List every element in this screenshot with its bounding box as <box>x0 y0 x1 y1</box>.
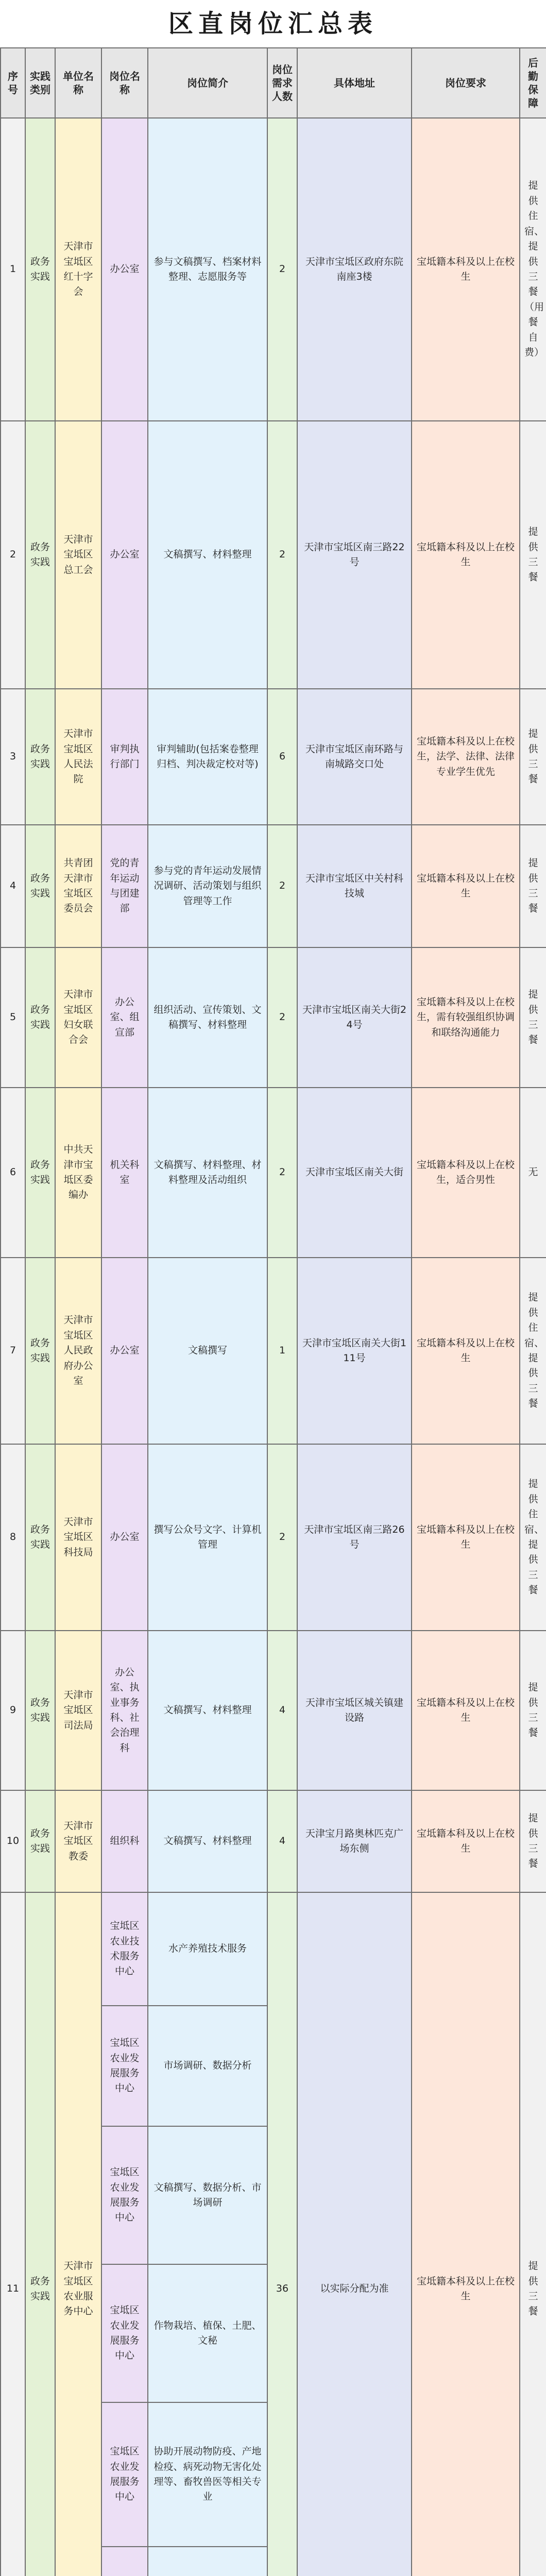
row-address: 天津市宝坻区南关大街 <box>297 1088 412 1258</box>
row-unit: 天津市宝坻区人民法院 <box>55 689 101 825</box>
row-count: 2 <box>267 825 297 947</box>
row-address: 天津市宝坻区南三路26号 <box>297 1444 412 1631</box>
page-title: 区直岗位汇总表 <box>168 9 378 38</box>
table-row <box>1 1444 546 1631</box>
row-unit: 中共天津市宝坻区委编办 <box>55 1088 101 1258</box>
positions-table <box>0 47 546 2576</box>
row-category: 政务实践 <box>25 1790 55 1892</box>
row-no: 1 <box>1 118 25 421</box>
row-requirement: 宝坻籍本科及以上在校生 <box>412 421 520 689</box>
row-duty: 作物栽培、植保、土肥、文秘 <box>148 2264 267 2402</box>
row-address: 天津市宝坻区南关大街24号 <box>297 947 412 1088</box>
table-row <box>1 118 546 421</box>
row-post: 机关科室 <box>101 1088 148 1258</box>
row-count: 1 <box>267 1258 297 1444</box>
table-row <box>1 1258 546 1444</box>
row-duty: 文稿撰写、材料整理 <box>148 1790 267 1892</box>
header-unit: 单位名称 <box>55 48 101 118</box>
row-post <box>101 2547 148 2576</box>
row-post: 审判执行部门 <box>101 689 148 825</box>
row-no: 11 <box>1 1892 25 2576</box>
row-requirement: 宝坻籍本科及以上在校生 <box>412 1631 520 1790</box>
row-count: 4 <box>267 1631 297 1790</box>
row-address: 天津市宝坻区城关镇建设路 <box>297 1631 412 1790</box>
row-requirement: 宝坻籍本科及以上在校生 <box>412 825 520 947</box>
row-category: 政务实践 <box>25 1631 55 1790</box>
row-no: 10 <box>1 1790 25 1892</box>
row-post: 办公室、组宣部 <box>101 947 148 1088</box>
row-post: 办公室、执业事务科、社会治理科 <box>101 1631 148 1790</box>
row-post: 宝坻区农业发展服务中心 <box>101 2264 148 2402</box>
row-support: 提供三餐 <box>520 1790 546 1892</box>
row-post: 办公室 <box>101 421 148 689</box>
header-count: 岗位需求人数 <box>267 48 297 118</box>
row-count: 4 <box>267 1790 297 1892</box>
row-requirement: 宝坻籍本科及以上在校生 <box>412 118 520 421</box>
row-unit: 共青团天津市宝坻区委员会 <box>55 825 101 947</box>
row-address: 天津市宝坻区南环路与南城路交口处 <box>297 689 412 825</box>
row-category: 政务实践 <box>25 118 55 421</box>
row-unit: 天津市宝坻区妇女联合会 <box>55 947 101 1088</box>
row-support: 提供三餐 <box>520 947 546 1088</box>
header-address: 具体地址 <box>297 48 412 118</box>
row-unit: 天津市宝坻区司法局 <box>55 1631 101 1790</box>
row-unit: 天津市宝坻区教委 <box>55 1790 101 1892</box>
row-address: 天津市宝坻区南三路22号 <box>297 421 412 689</box>
row-count: 36 <box>267 1892 297 2576</box>
row-category: 政务实践 <box>25 1258 55 1444</box>
row-requirement: 宝坻籍本科及以上在校生 <box>412 1258 520 1444</box>
row-address: 天津宝月路奥林匹克广场东侧 <box>297 1790 412 1892</box>
row-requirement: 宝坻籍本科及以上在校生 <box>412 1444 520 1631</box>
row-duty: 审判辅助(包括案卷整理归档、判决裁定校对等) <box>148 689 267 825</box>
row-support: 提供三餐 <box>520 825 546 947</box>
row-count: 2 <box>267 947 297 1088</box>
row-requirement: 宝坻籍本科及以上在校生 <box>412 1790 520 1892</box>
row-duty: 文稿撰写、材料整理 <box>148 1631 267 1790</box>
row-no: 9 <box>1 1631 25 1790</box>
table-row <box>1 689 546 825</box>
row-category: 政务实践 <box>25 1444 55 1631</box>
row-duty: 水产养殖技术服务 <box>148 1892 267 2006</box>
row-count: 2 <box>267 118 297 421</box>
row-duty: 文稿撰写、数据分析、市场调研 <box>148 2126 267 2264</box>
table-row <box>1 1892 546 2006</box>
row-no: 5 <box>1 947 25 1088</box>
row-category: 政务实践 <box>25 947 55 1088</box>
row-post: 办公室 <box>101 118 148 421</box>
row-count: 2 <box>267 1088 297 1258</box>
header-post: 岗位名称 <box>101 48 148 118</box>
row-no: 3 <box>1 689 25 825</box>
row-address: 以实际分配为准 <box>297 1892 412 2576</box>
table-header-row <box>1 48 546 118</box>
row-post: 宝坻区农业发展服务中心 <box>101 2006 148 2126</box>
row-address: 天津市宝坻区南关大街111号 <box>297 1258 412 1444</box>
row-post: 办公室 <box>101 1444 148 1631</box>
table-row <box>1 1088 546 1258</box>
row-category: 政务实践 <box>25 421 55 689</box>
row-post: 宝坻区农业技术服务中心 <box>101 1892 148 2006</box>
row-requirement: 宝坻籍本科及以上在校生 <box>412 1892 520 2576</box>
row-category: 政务实践 <box>25 689 55 825</box>
row-category: 政务实践 <box>25 1892 55 2576</box>
table-row <box>1 1631 546 1790</box>
row-category: 政务实践 <box>25 1088 55 1258</box>
row-duty: 文稿撰写 <box>148 1258 267 1444</box>
row-support: 提供住宿、提供三餐 <box>520 1444 546 1631</box>
row-support: 无 <box>520 1088 546 1258</box>
row-duty: 文稿撰写、材料整理、材料整理及活动组织 <box>148 1088 267 1258</box>
row-post: 组织科 <box>101 1790 148 1892</box>
row-requirement: 宝坻籍本科及以上在校生，法学、法律、法律专业学生优先 <box>412 689 520 825</box>
row-duty <box>148 2547 267 2576</box>
row-duty: 组织活动、宣传策划、文稿撰写、材料整理 <box>148 947 267 1088</box>
row-address: 天津市宝坻区政府东院南座3楼 <box>297 118 412 421</box>
row-support: 提供三餐 <box>520 421 546 689</box>
row-no: 4 <box>1 825 25 947</box>
row-duty: 撰写公众号文字、计算机管理 <box>148 1444 267 1631</box>
row-support: 提供住宿、提供三餐（用餐自费） <box>520 118 546 421</box>
row-requirement: 宝坻籍本科及以上在校生，需有较强组织协调和联络沟通能力 <box>412 947 520 1088</box>
table-row <box>1 421 546 689</box>
header-support: 后勤保障 <box>520 48 546 118</box>
row-support: 提供住宿、提供三餐 <box>520 1258 546 1444</box>
row-no: 2 <box>1 421 25 689</box>
row-count: 2 <box>267 421 297 689</box>
table-row <box>1 825 546 947</box>
header-category: 实践类别 <box>25 48 55 118</box>
row-post: 宝坻区农业发展服务中心 <box>101 2126 148 2264</box>
header-no: 序号 <box>1 48 25 118</box>
row-duty: 文稿撰写、材料整理 <box>148 421 267 689</box>
row-unit: 天津市宝坻区科技局 <box>55 1444 101 1631</box>
row-count: 2 <box>267 1444 297 1631</box>
row-no: 6 <box>1 1088 25 1258</box>
row-category: 政务实践 <box>25 825 55 947</box>
row-duty: 参与党的青年运动发展情况调研、活动策划与组织管理等工作 <box>148 825 267 947</box>
row-post: 党的青年运动与团建部 <box>101 825 148 947</box>
row-no: 8 <box>1 1444 25 1631</box>
row-unit: 天津市宝坻区红十字会 <box>55 118 101 421</box>
row-post: 宝坻区农业发展服务中心 <box>101 2402 148 2547</box>
row-duty: 协助开展动物防疫、产地检疫、病死动物无害化处理等、畜牧兽医等相关专业 <box>148 2402 267 2547</box>
row-unit: 天津市宝坻区总工会 <box>55 421 101 689</box>
row-duty: 参与文稿撰写、档案材料整理、志愿服务等 <box>148 118 267 421</box>
row-unit: 天津市宝坻区农业服务中心 <box>55 1892 101 2576</box>
row-unit: 天津市宝坻区人民政府办公室 <box>55 1258 101 1444</box>
row-requirement: 宝坻籍本科及以上在校生，适合男性 <box>412 1088 520 1258</box>
row-support: 提供三餐 <box>520 689 546 825</box>
table-row <box>1 947 546 1088</box>
header-duty: 岗位简介 <box>148 48 267 118</box>
header-requirement: 岗位要求 <box>412 48 520 118</box>
row-no: 7 <box>1 1258 25 1444</box>
table-row <box>1 1790 546 1892</box>
row-duty: 市场调研、数据分析 <box>148 2006 267 2126</box>
row-post: 办公室 <box>101 1258 148 1444</box>
row-support: 提供三餐 <box>520 1631 546 1790</box>
row-count: 6 <box>267 689 297 825</box>
row-address: 天津市宝坻区中关村科技城 <box>297 825 412 947</box>
row-support: 提供三餐 <box>520 1892 546 2576</box>
